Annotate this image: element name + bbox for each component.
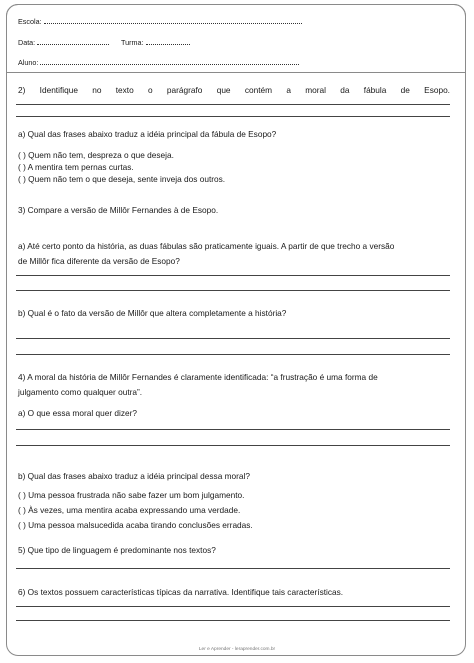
class-field	[121, 38, 190, 47]
class-dotted-line[interactable]	[146, 38, 190, 45]
question-3a-line2: de Millôr fica diferente da versão de Esopo?	[18, 256, 180, 266]
worksheet-border	[6, 4, 466, 656]
option-checkbox-item[interactable]: ( ) Uma pessoa malsucedida acaba tirando conclusões erradas.	[18, 520, 253, 530]
question-4-line1: 4) A moral da história de Millôr Fernandes é claramente identificada: “a frustração é uma forma de	[18, 372, 378, 382]
option-checkbox-item[interactable]: ( ) Quem não tem, despreza o que deseja.	[18, 150, 174, 160]
question-3: 3) Compare a versão de Millôr Fernandes à de Esopo.	[18, 205, 219, 215]
footer-credit: Ler e Aprender - leraprender.com.br	[198, 647, 276, 652]
option-checkbox-item[interactable]: ( ) A mentira tem pernas curtas.	[18, 162, 134, 172]
answer-line[interactable]	[16, 116, 450, 117]
school-label: Escola:	[18, 17, 42, 26]
question-2a: a) Qual das frases abaixo traduz a idéia principal da fábula de Esopo?	[18, 129, 277, 139]
answer-line[interactable]	[16, 620, 450, 621]
option-checkbox-item[interactable]: ( ) Quem não tem o que deseja, sente inveja dos outros.	[18, 174, 226, 184]
school-field	[18, 17, 302, 26]
answer-line[interactable]	[16, 445, 450, 446]
question-6: 6) Os textos possuem características típicas da narrativa. Identifique tais características.	[18, 587, 344, 597]
student-label: Aluno:	[18, 58, 39, 67]
question-2: 2) Identifique no texto o parágrafo que contém a moral da fábula de Esopo.	[18, 85, 450, 95]
answer-line[interactable]	[16, 275, 450, 276]
question-4-line2: julgamento como qualquer outra”.	[18, 387, 143, 397]
question-5: 5) Que tipo de linguagem é predominante nos textos?	[18, 545, 216, 555]
answer-line[interactable]	[16, 429, 450, 430]
student-dotted-line[interactable]	[40, 58, 299, 65]
option-checkbox-item[interactable]: ( ) Às vezes, uma mentira acaba expressando uma verdade.	[18, 505, 241, 515]
answer-line[interactable]	[16, 606, 450, 607]
answer-line[interactable]	[16, 354, 450, 355]
answer-line[interactable]	[16, 104, 450, 105]
question-4b: b) Qual das frases abaixo traduz a idéia principal dessa moral?	[18, 471, 250, 481]
answer-line[interactable]	[16, 338, 450, 339]
question-3a-line1: a) Até certo ponto da história, as duas fábulas são praticamente iguais. A partir de que trecho a versão	[18, 241, 395, 251]
school-dotted-line[interactable]	[44, 17, 302, 24]
student-field	[18, 58, 299, 67]
answer-line[interactable]	[16, 290, 450, 291]
date-dotted-line[interactable]	[37, 38, 109, 45]
class-label: Turma:	[121, 38, 144, 47]
date-field	[18, 38, 109, 47]
question-3b: b) Qual é o fato da versão de Millôr que altera completamente a história?	[18, 308, 287, 318]
date-label: Data:	[18, 38, 36, 47]
option-checkbox-item[interactable]: ( ) Uma pessoa frustrada não sabe fazer um bom julgamento.	[18, 490, 245, 500]
question-4a: a) O que essa moral quer dizer?	[18, 408, 137, 418]
answer-line[interactable]	[16, 568, 450, 569]
